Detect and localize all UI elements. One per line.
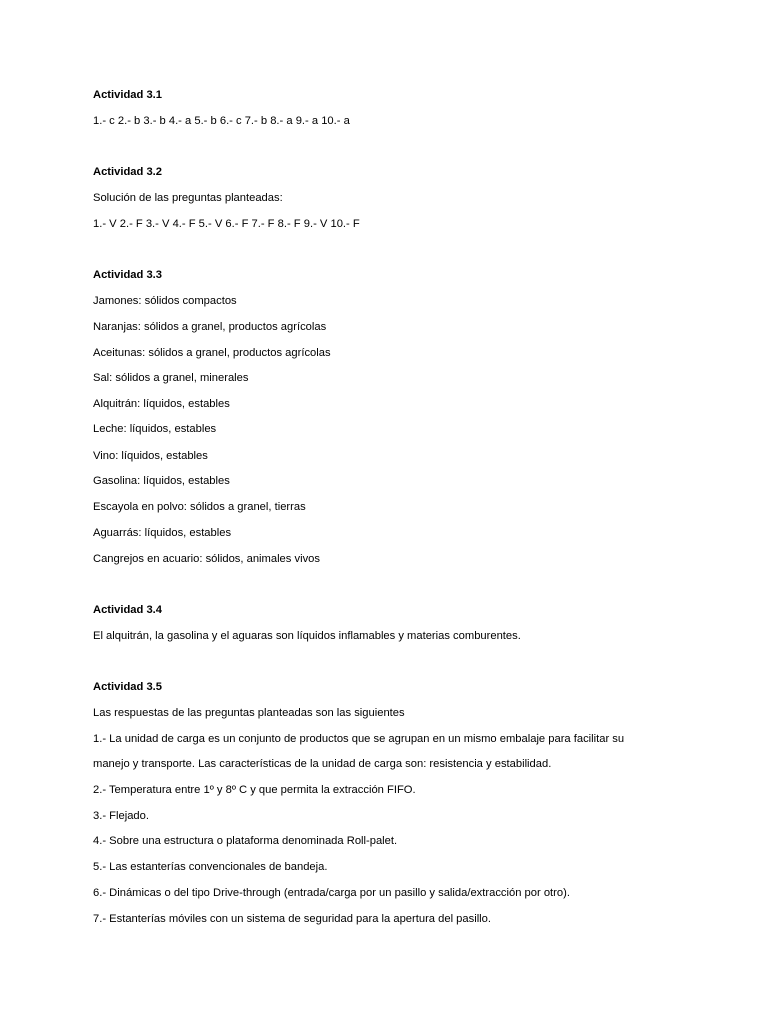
section-heading-3-3: Actividad 3.3 bbox=[93, 269, 163, 281]
section-heading-3-1: Actividad 3.1 bbox=[93, 89, 163, 101]
text-line: 6.- Dinámicas o del tipo Drive-through (entrada/carga por un pasillo y salida/extracción por otro). bbox=[93, 887, 570, 899]
section-heading-3-5: Actividad 3.5 bbox=[93, 681, 163, 693]
text-line: Cangrejos en acuario: sólidos, animales vivos bbox=[93, 553, 320, 565]
text-line: 7.- Estanterías móviles con un sistema de seguridad para la apertura del pasillo. bbox=[93, 913, 491, 925]
text-line: Aguarrás: líquidos, estables bbox=[93, 527, 232, 539]
text-line: Leche: líquidos, estables bbox=[93, 423, 217, 435]
text-line: El alquitrán, la gasolina y el aguaras son líquidos inflamables y materias comburentes. bbox=[93, 630, 521, 642]
text-line: 1.- La unidad de carga es un conjunto de productos que se agrupan en un mismo embalaje para facilitar su bbox=[93, 733, 625, 745]
text-line: Naranjas: sólidos a granel, productos agrícolas bbox=[93, 321, 327, 333]
text-line: Vino: líquidos, estables bbox=[93, 450, 208, 462]
text-line: 4.- Sobre una estructura o plataforma denominada Roll-palet. bbox=[93, 835, 398, 847]
text-line: 5.- Las estanterías convencionales de bandeja. bbox=[93, 861, 328, 873]
answer-line: 1.- V 2.- F 3.- V 4.- F 5.- V 6.- F 7.- F 8.- F 9.- V 10.- F bbox=[93, 218, 360, 230]
section-heading-3-4: Actividad 3.4 bbox=[93, 604, 163, 616]
text-line: Escayola en polvo: sólidos a granel, tierras bbox=[93, 501, 306, 513]
text-line: Alquitrán: líquidos, estables bbox=[93, 398, 230, 410]
text-line: Jamones: sólidos compactos bbox=[93, 295, 237, 307]
section-heading-3-2: Actividad 3.2 bbox=[93, 166, 163, 178]
text-line: manejo y transporte. Las características de la unidad de carga son: resistencia y estabilidad. bbox=[93, 758, 552, 770]
text-line: Las respuestas de las preguntas planteadas son las siguientes bbox=[93, 707, 405, 719]
answer-line: 1.- c 2.- b 3.- b 4.- a 5.- b 6.- c 7.- b 8.- a 9.- a 10.- a bbox=[93, 115, 350, 127]
text-line: Solución de las preguntas planteadas: bbox=[93, 192, 283, 204]
text-line: 2.- Temperatura entre 1º y 8º C y que permita la extracción FIFO. bbox=[93, 784, 416, 796]
text-line: 3.- Flejado. bbox=[93, 810, 149, 822]
text-line: Aceitunas: sólidos a granel, productos agrícolas bbox=[93, 347, 331, 359]
text-line: Sal: sólidos a granel, minerales bbox=[93, 372, 249, 384]
text-line: Gasolina: líquidos, estables bbox=[93, 475, 230, 487]
